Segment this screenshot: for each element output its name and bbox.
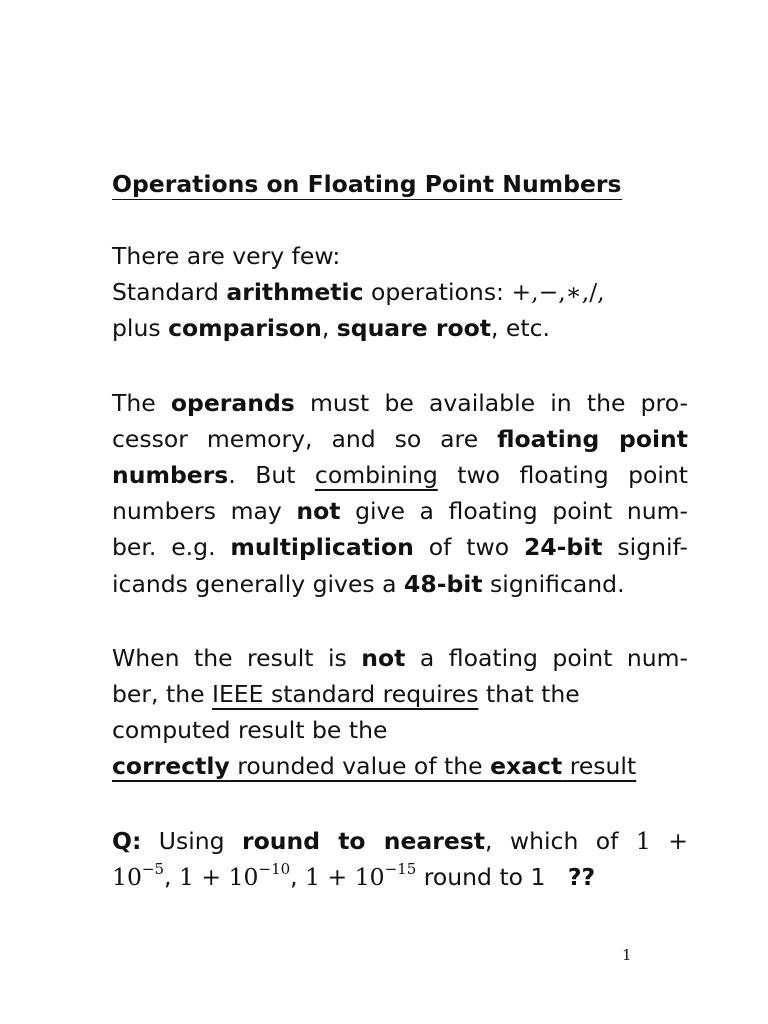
text-line bbox=[112, 421, 688, 457]
emphasis: operands bbox=[170, 388, 295, 417]
emphasis: square root bbox=[336, 314, 491, 343]
text: numbers may bbox=[112, 497, 297, 526]
emphasis: not bbox=[296, 497, 341, 526]
text: , which of bbox=[485, 826, 636, 855]
text: rounded value of the bbox=[229, 752, 491, 781]
text: two floating point bbox=[437, 461, 689, 490]
text-line bbox=[112, 385, 688, 421]
page-title: Operations on Floating Point Numbers bbox=[112, 170, 622, 198]
text-line bbox=[112, 748, 688, 784]
text: must be available in the pro- bbox=[294, 388, 688, 417]
text-line bbox=[112, 676, 688, 712]
text: result bbox=[562, 752, 637, 781]
operands-paragraph bbox=[112, 385, 688, 602]
text-line bbox=[112, 712, 688, 748]
emphasis: round to nearest bbox=[242, 826, 485, 855]
text: computed result be the bbox=[112, 716, 388, 745]
math-expression bbox=[178, 859, 291, 891]
text: , etc. bbox=[490, 314, 550, 343]
operator-list: +,−,∗,/, bbox=[511, 278, 605, 307]
underlined-text: combining bbox=[314, 461, 438, 490]
emphasis: multiplication bbox=[230, 533, 414, 562]
math-term: 1 + bbox=[178, 862, 222, 891]
intro-paragraph bbox=[112, 238, 688, 347]
underlined-text: IEEE standard requires bbox=[212, 680, 479, 709]
emphasis: arithmetic bbox=[226, 278, 364, 307]
exponent: −15 bbox=[384, 859, 417, 878]
text: Standard bbox=[112, 278, 227, 307]
text-line bbox=[112, 238, 688, 274]
text: operations: bbox=[363, 278, 512, 307]
math-term: 1 + bbox=[305, 862, 348, 891]
text: plus bbox=[112, 314, 169, 343]
text: significand. bbox=[482, 569, 625, 598]
text-line bbox=[112, 310, 688, 346]
emphasis: correctly bbox=[112, 752, 230, 781]
text-line bbox=[112, 493, 688, 529]
emphasis: not bbox=[361, 643, 406, 672]
text: Using bbox=[141, 826, 243, 855]
text-line bbox=[112, 823, 688, 859]
emphasis: comparison bbox=[168, 314, 322, 343]
emphasis: 48-bit bbox=[404, 569, 483, 598]
emphasis: numbers bbox=[112, 461, 229, 490]
exponent: −10 bbox=[258, 859, 291, 878]
math-base: 10 bbox=[228, 862, 259, 891]
text: There are very few: bbox=[112, 242, 341, 270]
text: When the result is bbox=[112, 643, 362, 672]
emphasis: exact bbox=[490, 752, 563, 781]
text: give a floating point num- bbox=[340, 497, 688, 526]
math-expression bbox=[305, 859, 417, 891]
text: ber. e.g. bbox=[112, 533, 231, 562]
text-line bbox=[112, 640, 688, 676]
text: that the bbox=[478, 680, 580, 709]
text: signif- bbox=[602, 533, 689, 562]
text: , bbox=[321, 314, 337, 343]
text: , bbox=[290, 862, 306, 891]
text: cessor memory, and so are bbox=[112, 424, 498, 453]
slide-page bbox=[112, 166, 688, 933]
text: icands generally gives a bbox=[112, 569, 404, 598]
underlined-sentence bbox=[112, 752, 636, 780]
text: round to 1 bbox=[416, 862, 546, 891]
text-line bbox=[112, 529, 688, 565]
text-line bbox=[112, 859, 688, 895]
text: . But bbox=[228, 461, 315, 490]
result-paragraph bbox=[112, 640, 688, 785]
text: , bbox=[164, 862, 179, 891]
question-paragraph bbox=[112, 823, 688, 895]
math-base: 10 bbox=[354, 862, 385, 891]
question-marks: ?? bbox=[567, 862, 596, 891]
emphasis: 24-bit bbox=[523, 533, 603, 562]
text: of two bbox=[413, 533, 524, 562]
math-base: 10 bbox=[112, 862, 142, 891]
emphasis: floating point bbox=[497, 424, 688, 453]
math-expression: 1 + bbox=[635, 826, 688, 855]
exponent: −5 bbox=[141, 859, 165, 878]
text-line bbox=[112, 566, 688, 602]
question-label: Q: bbox=[112, 826, 142, 855]
text: ber, the bbox=[112, 680, 213, 709]
text: The bbox=[112, 388, 171, 417]
page-number: 1 bbox=[622, 946, 632, 964]
text-line bbox=[112, 274, 688, 310]
text-line bbox=[112, 457, 688, 493]
text: a floating point num- bbox=[405, 643, 688, 672]
math-expression bbox=[112, 859, 165, 891]
